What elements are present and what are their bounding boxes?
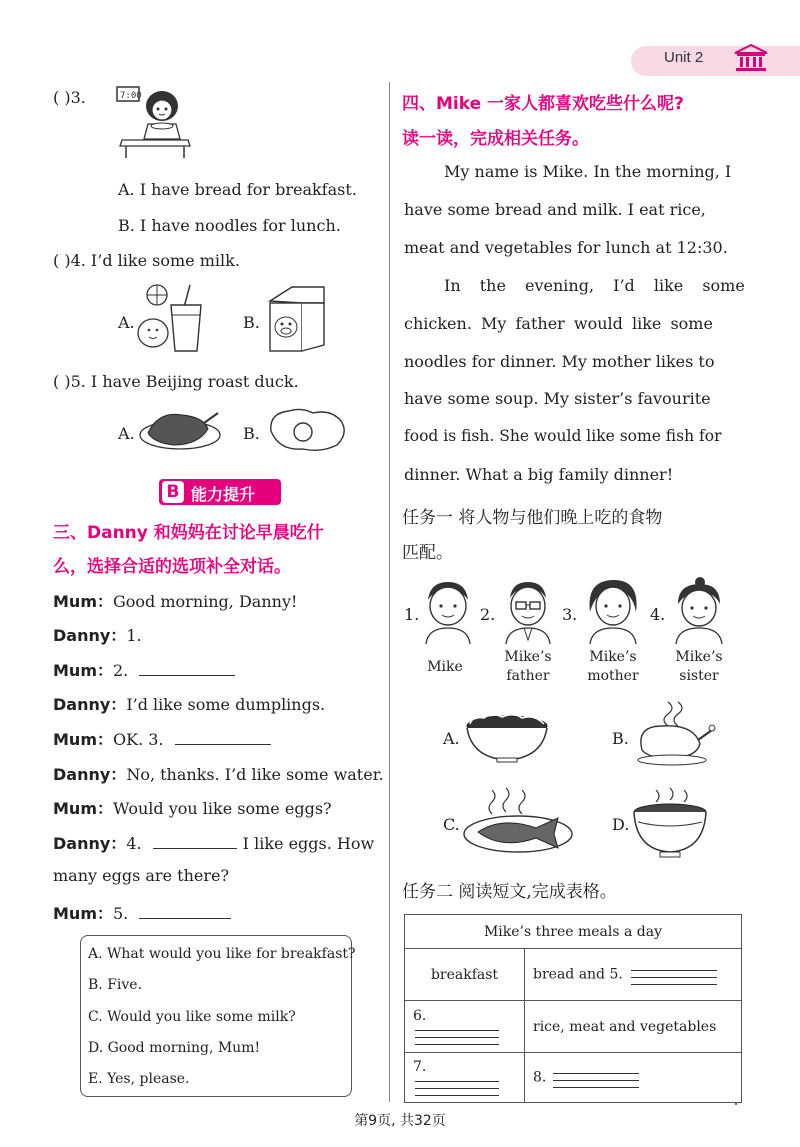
meals-table [404,914,742,1103]
question-5: ( )5. I have Beijing roast duck. [53,372,299,391]
person-label: Mike’s sister [675,649,723,684]
question-5-option-a: A. [118,424,135,443]
food-option-a: A. [443,729,460,748]
option-d: D. Good morning, Mum! [88,1040,261,1056]
option-e: E. Yes, please. [88,1071,190,1087]
question-3-option-b: B. I have noodles for lunch. [118,216,341,235]
ability-badge [159,479,281,505]
table-cell [405,1053,525,1103]
table-cell [405,1001,525,1053]
dialog-text: OK. 3. [113,730,164,749]
fried-egg-illustration [265,405,349,455]
dialog-text: many eggs are there? [53,866,230,885]
table-cell [525,1053,742,1103]
speaker: Mum [53,904,97,923]
father-portrait [500,578,556,644]
answer-blank-7[interactable] [415,1075,499,1096]
dialog-line: Danny：4. I like eggs. How [53,834,375,853]
answer-blank-5-table[interactable] [631,964,717,985]
roast-duck-illustration [138,403,222,453]
dot-mark [735,1103,737,1105]
dialog-text-after: I like eggs. How [242,834,375,853]
building-icon [733,44,769,72]
speaker: Danny [53,834,111,853]
person-number: 3. [562,605,578,624]
page-footer: 第9页, 共32页 [354,1113,446,1129]
speaker: Danny [53,626,111,645]
dialog-line: Danny：No, thanks. I’d like some water. [53,765,384,784]
question-3-number: ( )3. [53,88,86,107]
passage-line: have some bread and milk. I eat rice, [404,200,706,219]
table-cell-text: 6. [413,1008,427,1024]
girl-eating-illustration [116,84,196,162]
table-cell-text: 7. [413,1059,427,1075]
svg-text:7:00: 7:00 [120,91,142,101]
task-1-line-2: 匹配。 [402,543,453,563]
question-4-option-b: B. [243,313,260,332]
passage-line: noodles for dinner. My mother likes to [404,352,715,371]
dialog-line: Danny：1. [53,626,142,645]
food-option-b: B. [612,729,629,748]
dialog-text: 2. [113,661,129,680]
dialog-text: Good morning, Danny! [113,592,298,611]
sister-portrait [670,576,728,644]
noodle-bowl-illustration [462,706,552,764]
section-3-title-line-2: 么，选择合适的选项补全对话。 [53,557,291,577]
speaker: Danny [53,695,111,714]
section-4-title-line-1: 四、Mike 一家人都喜欢吃些什么呢? [402,94,684,114]
passage-line: food is fish. She would like some fish for [404,427,722,445]
passage-line: dinner. What a big family dinner! [404,465,674,484]
answer-blank-5[interactable] [139,904,231,919]
passage-line: meat and vegetables for lunch at 12:30. [404,238,728,257]
person-label: Mike [427,659,463,675]
dialog-line [53,866,229,885]
milk-carton-illustration [262,283,332,355]
dialog-text: 4. [126,834,142,853]
answer-blank-4[interactable] [153,834,237,849]
column-divider [389,82,390,1102]
answer-blank-2[interactable] [139,661,235,676]
dialog-line: Mum：2. [53,658,235,681]
question-4-option-a: A. [118,313,135,332]
option-a: A. What would you like for breakfast? [88,946,356,962]
speaker: Mum [53,661,97,680]
task-2-title: 任务二 阅读短文,完成表格。 [402,882,617,902]
person-number: 4. [650,605,666,624]
mother-portrait [584,576,642,644]
dialog-text: 5. [113,904,129,923]
badge-letter: B [162,481,184,503]
dialog-text: Would you like some eggs? [113,799,332,818]
dialog-line: Mum：OK. 3. [53,727,271,750]
badge-text: 能力提升 [191,485,256,504]
unit-tab [631,46,800,76]
food-option-d: D. [612,815,630,834]
passage-line: chicken. My father would like some [404,314,713,333]
question-3-option-a: A. I have bread for breakfast. [118,180,357,199]
person-label: Mike’s father [504,649,552,684]
table-title: Mike’s three meals a day [405,915,742,949]
speaker: Mum [53,799,97,818]
dialog-line: Mum：5. [53,901,231,924]
food-option-c: C. [443,815,460,834]
option-b: B. Five. [88,977,143,993]
person-number: 1. [404,605,420,624]
passage-line: My name is Mike. In the morning, I [444,162,732,181]
section-3-title-line-1: 三、Danny 和妈妈在讨论早晨吃什 [53,523,324,543]
table-cell-text: 8. [533,1069,547,1086]
section-4-title-line-2: 读一读，完成相关任务。 [402,129,589,149]
unit-label: Unit 2 [664,49,704,66]
person-label: Mike’s mother [587,649,639,684]
dialog-line: Danny：I’d like some dumplings. [53,695,326,714]
dialog-line: Mum：Good morning, Danny! [53,592,298,611]
table-cell-text: bread and 5. [533,966,623,983]
mike-portrait [420,578,476,644]
table-cell [525,949,742,1001]
question-4: ( )4. I’d like some milk. [53,251,240,270]
question-5-option-b: B. [243,424,260,443]
table-cell: breakfast [405,949,525,1001]
table-cell: rice, meat and vegetables [525,1001,742,1053]
juice-glass-illustration [135,283,211,355]
fish-plate-illustration [462,786,574,856]
speaker: Danny [53,765,111,784]
answer-blank-3[interactable] [175,730,271,745]
passage-line: In the evening, I’d like some [444,276,745,295]
roast-chicken-illustration [632,700,716,766]
dialog-line: Mum：Would you like some eggs? [53,799,332,818]
passage-line: have some soup. My sister’s favourite [404,389,711,408]
dialog-text: 1. [126,626,142,645]
person-number: 2. [480,605,496,624]
task-1-line-1: 任务一 将人物与他们晚上吃的食物 [402,508,663,528]
speaker: Mum [53,730,97,749]
answer-blank-8[interactable] [553,1067,639,1088]
speaker: Mum [53,592,97,611]
dialog-text: I’d like some dumplings. [126,695,326,714]
dialog-text: No, thanks. I’d like some water. [126,765,384,784]
soup-bowl-illustration [630,786,710,860]
option-c: C. Would you like some milk? [88,1009,296,1025]
answer-blank-6[interactable] [415,1024,499,1045]
